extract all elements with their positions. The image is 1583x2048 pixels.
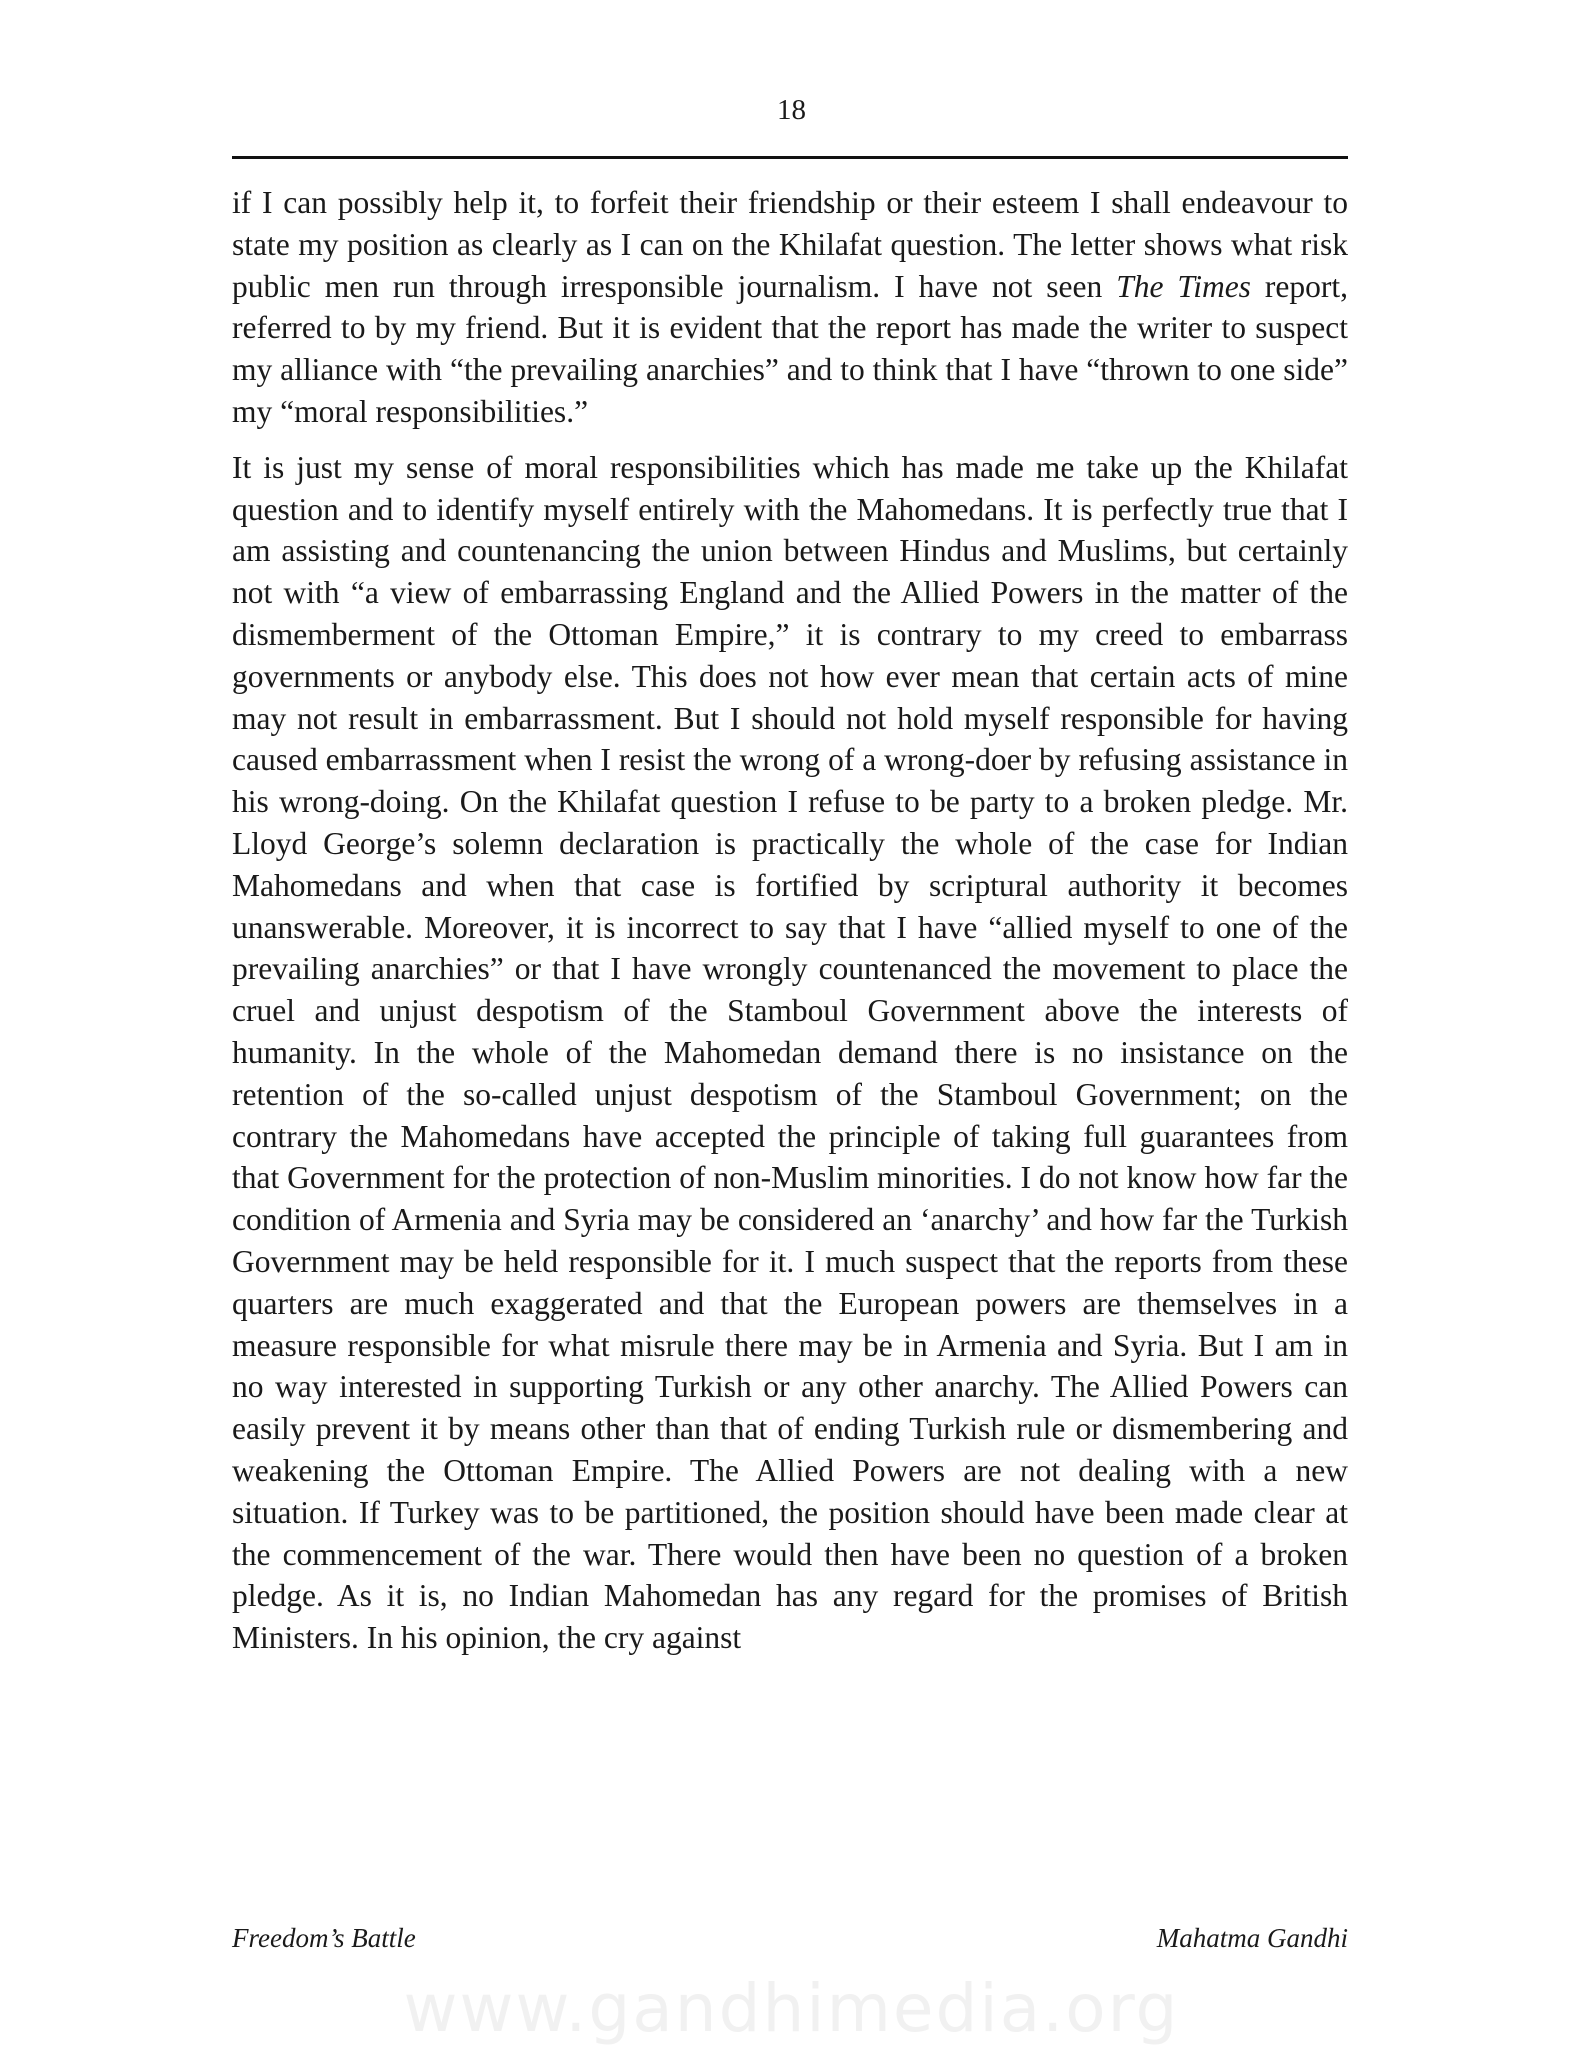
body-text (232, 182, 1348, 1659)
newspaper-title: The Times (1116, 268, 1251, 304)
page-number: 18 (777, 94, 806, 126)
paragraph-1-text-after: report, referred to by my friend. But it is evident that the report has made the writer to suspect my alliance with “the prevailing anarchies” and to think that I have “thrown to one side” my “moral responsibilities.” (232, 268, 1348, 429)
footer-book-title: Freedom’s Battle (232, 1923, 416, 1953)
footer-author: Mahatma Gandhi (1156, 1923, 1348, 1953)
paragraph-1 (232, 182, 1348, 433)
paragraph-1-text-before: if I can possibly help it, to forfeit their friendship or their esteem I shall endeavour to state my position as clearly as I can on the Khilafat question. The letter shows what risk public men run through irresponsible journalism. I have not seen (232, 185, 1348, 304)
header-rule (232, 156, 1348, 159)
page-footer (232, 1918, 1348, 1958)
watermark: www.gandhimedia.org (403, 1970, 1180, 2047)
paragraph-2: It is just my sense of moral responsibilities which has made me take up the Khilafat question and to identify myself entirely with the Mahomedans. It is perfectly true that I am assisting and countenancing the union between Hindus and Muslims, but certainly not with “a view of embarrassing England and the Allied Powers in the matter of the dismemberment of the Ottoman Empire,” it is contrary to my creed to embarrass governments or anybody else. This does not how ever mean that certain acts of mine may not result in embarrassment. But I should not hold myself responsible for having caused embarrassment when I resist the wrong of a wrong-doer by refusing assistance in his wrong-doing. On the Khilafat question I refuse to be party to a broken pledge. Mr. Lloyd George’s solemn declaration is practically the whole of the case for Indian Mahomedans and when that case is fortified by scriptural authority it becomes unanswerable. Moreover, it is incorrect to say that I have “allied myself to one of the prevailing anarchies” or that I have wrongly countenanced the movement to place the cruel and unjust despotism of the Stamboul Government above the interests of humanity. In the whole of the Mahomedan demand there is no insistance on the retention of the so-called unjust despotism of the Stamboul Government; on the contrary the Mahomedans have accepted the principle of taking full guarantees from that Government for the protection of non-Muslim minorities. I do not know how far the condition of Armenia and Syria may be considered an ‘anarchy’ and how far the Turkish Government may be held responsible for it. I much suspect that the reports from these quarters are much exaggerated and that the European powers are themselves in a measure responsible for what misrule there may be in Armenia and Syria. But I am in no way interested in supporting Turkish or any other anarchy. The Allied Powers can easily prevent it by means other than that of ending Turkish rule or dismembering and weakening the Ottoman Empire. The Allied Powers are not dealing with a new situation. If Turkey was to be partitioned, the position should have been made clear at the commencement of the war. There would then have been no question of a broken pledge. As it is, no Indian Mahomedan has any regard for the promises of British Ministers. In his opinion, the cry against (232, 449, 1348, 1656)
